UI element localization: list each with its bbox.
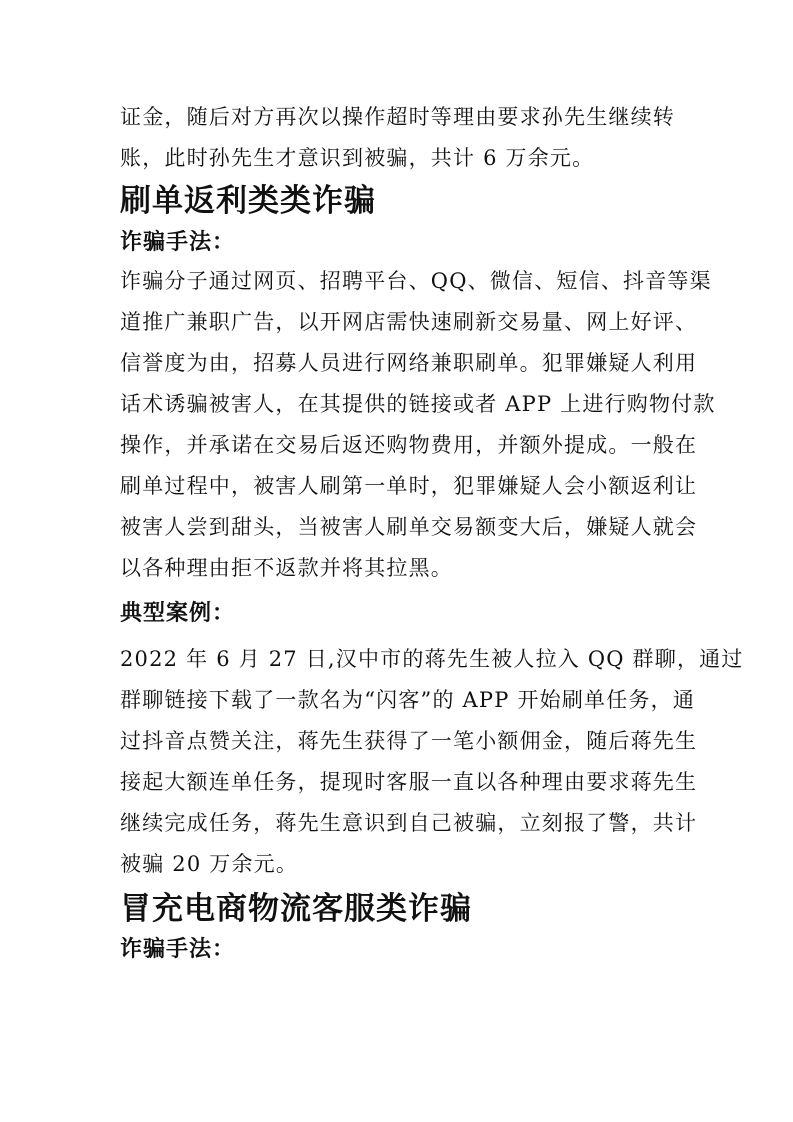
case-heading-1: 典型案例：: [120, 601, 236, 626]
method-line-1: 诈骗分子通过网页、招聘平台、QQ、微信、短信、抖音等渠: [120, 269, 712, 293]
case-line-2: 群聊链接下载了一款名为“闪客”的 APP 开始刷单任务，通: [120, 688, 696, 712]
method-line-8: 以各种理由拒不返款并将其拉黑。: [120, 556, 453, 580]
case-line-4: 接起大额连单任务，提现时客服一直以各种理由要求蒋先生: [120, 770, 698, 794]
case-line-1: 2022 年 6 月 27 日,汉中市的蒋先生被人拉入 QQ 群聊，通过: [120, 647, 744, 671]
section-title-brushing-fraud: 刷单返利类类诈骗: [120, 183, 376, 219]
method-line-3: 信誉度为由，招募人员进行网络兼职刷单。犯罪嫌疑人利用: [120, 351, 698, 375]
method-heading-1: 诈骗手法：: [120, 230, 236, 255]
case-line-5: 继续完成任务，蒋先生意识到自己被骗，立刻报了警，共计: [120, 811, 698, 835]
case-line-3: 过抖音点赞关注，蒋先生获得了一笔小额佣金，随后蒋先生: [120, 729, 698, 753]
section-title-ecommerce-fraud: 冒充电商物流客服类诈骗: [120, 891, 472, 927]
method-heading-2: 诈骗手法：: [120, 937, 236, 962]
case-line-6: 被骗 20 万余元。: [120, 852, 299, 876]
intro-line-1: 证金，随后对方再次以操作超时等理由要求孙先生继续转: [120, 105, 675, 129]
method-line-5: 操作，并承诺在交易后返还购物费用，并额外提成。一般在: [120, 433, 698, 457]
method-line-7: 被害人尝到甜头，当被害人刷单交易额变大后，嫌疑人就会: [120, 515, 698, 539]
method-line-2: 道推广兼职广告，以开网店需快速刷新交易量、网上好评、: [120, 310, 698, 334]
method-line-4: 话术诱骗被害人，在其提供的链接或者 APP 上进行购物付款: [120, 392, 716, 416]
method-line-6: 刷单过程中，被害人刷第一单时，犯罪嫌疑人会小额返利让: [120, 474, 698, 498]
intro-line-2: 账，此时孙先生才意识到被骗，共计 6 万余元。: [120, 146, 595, 170]
